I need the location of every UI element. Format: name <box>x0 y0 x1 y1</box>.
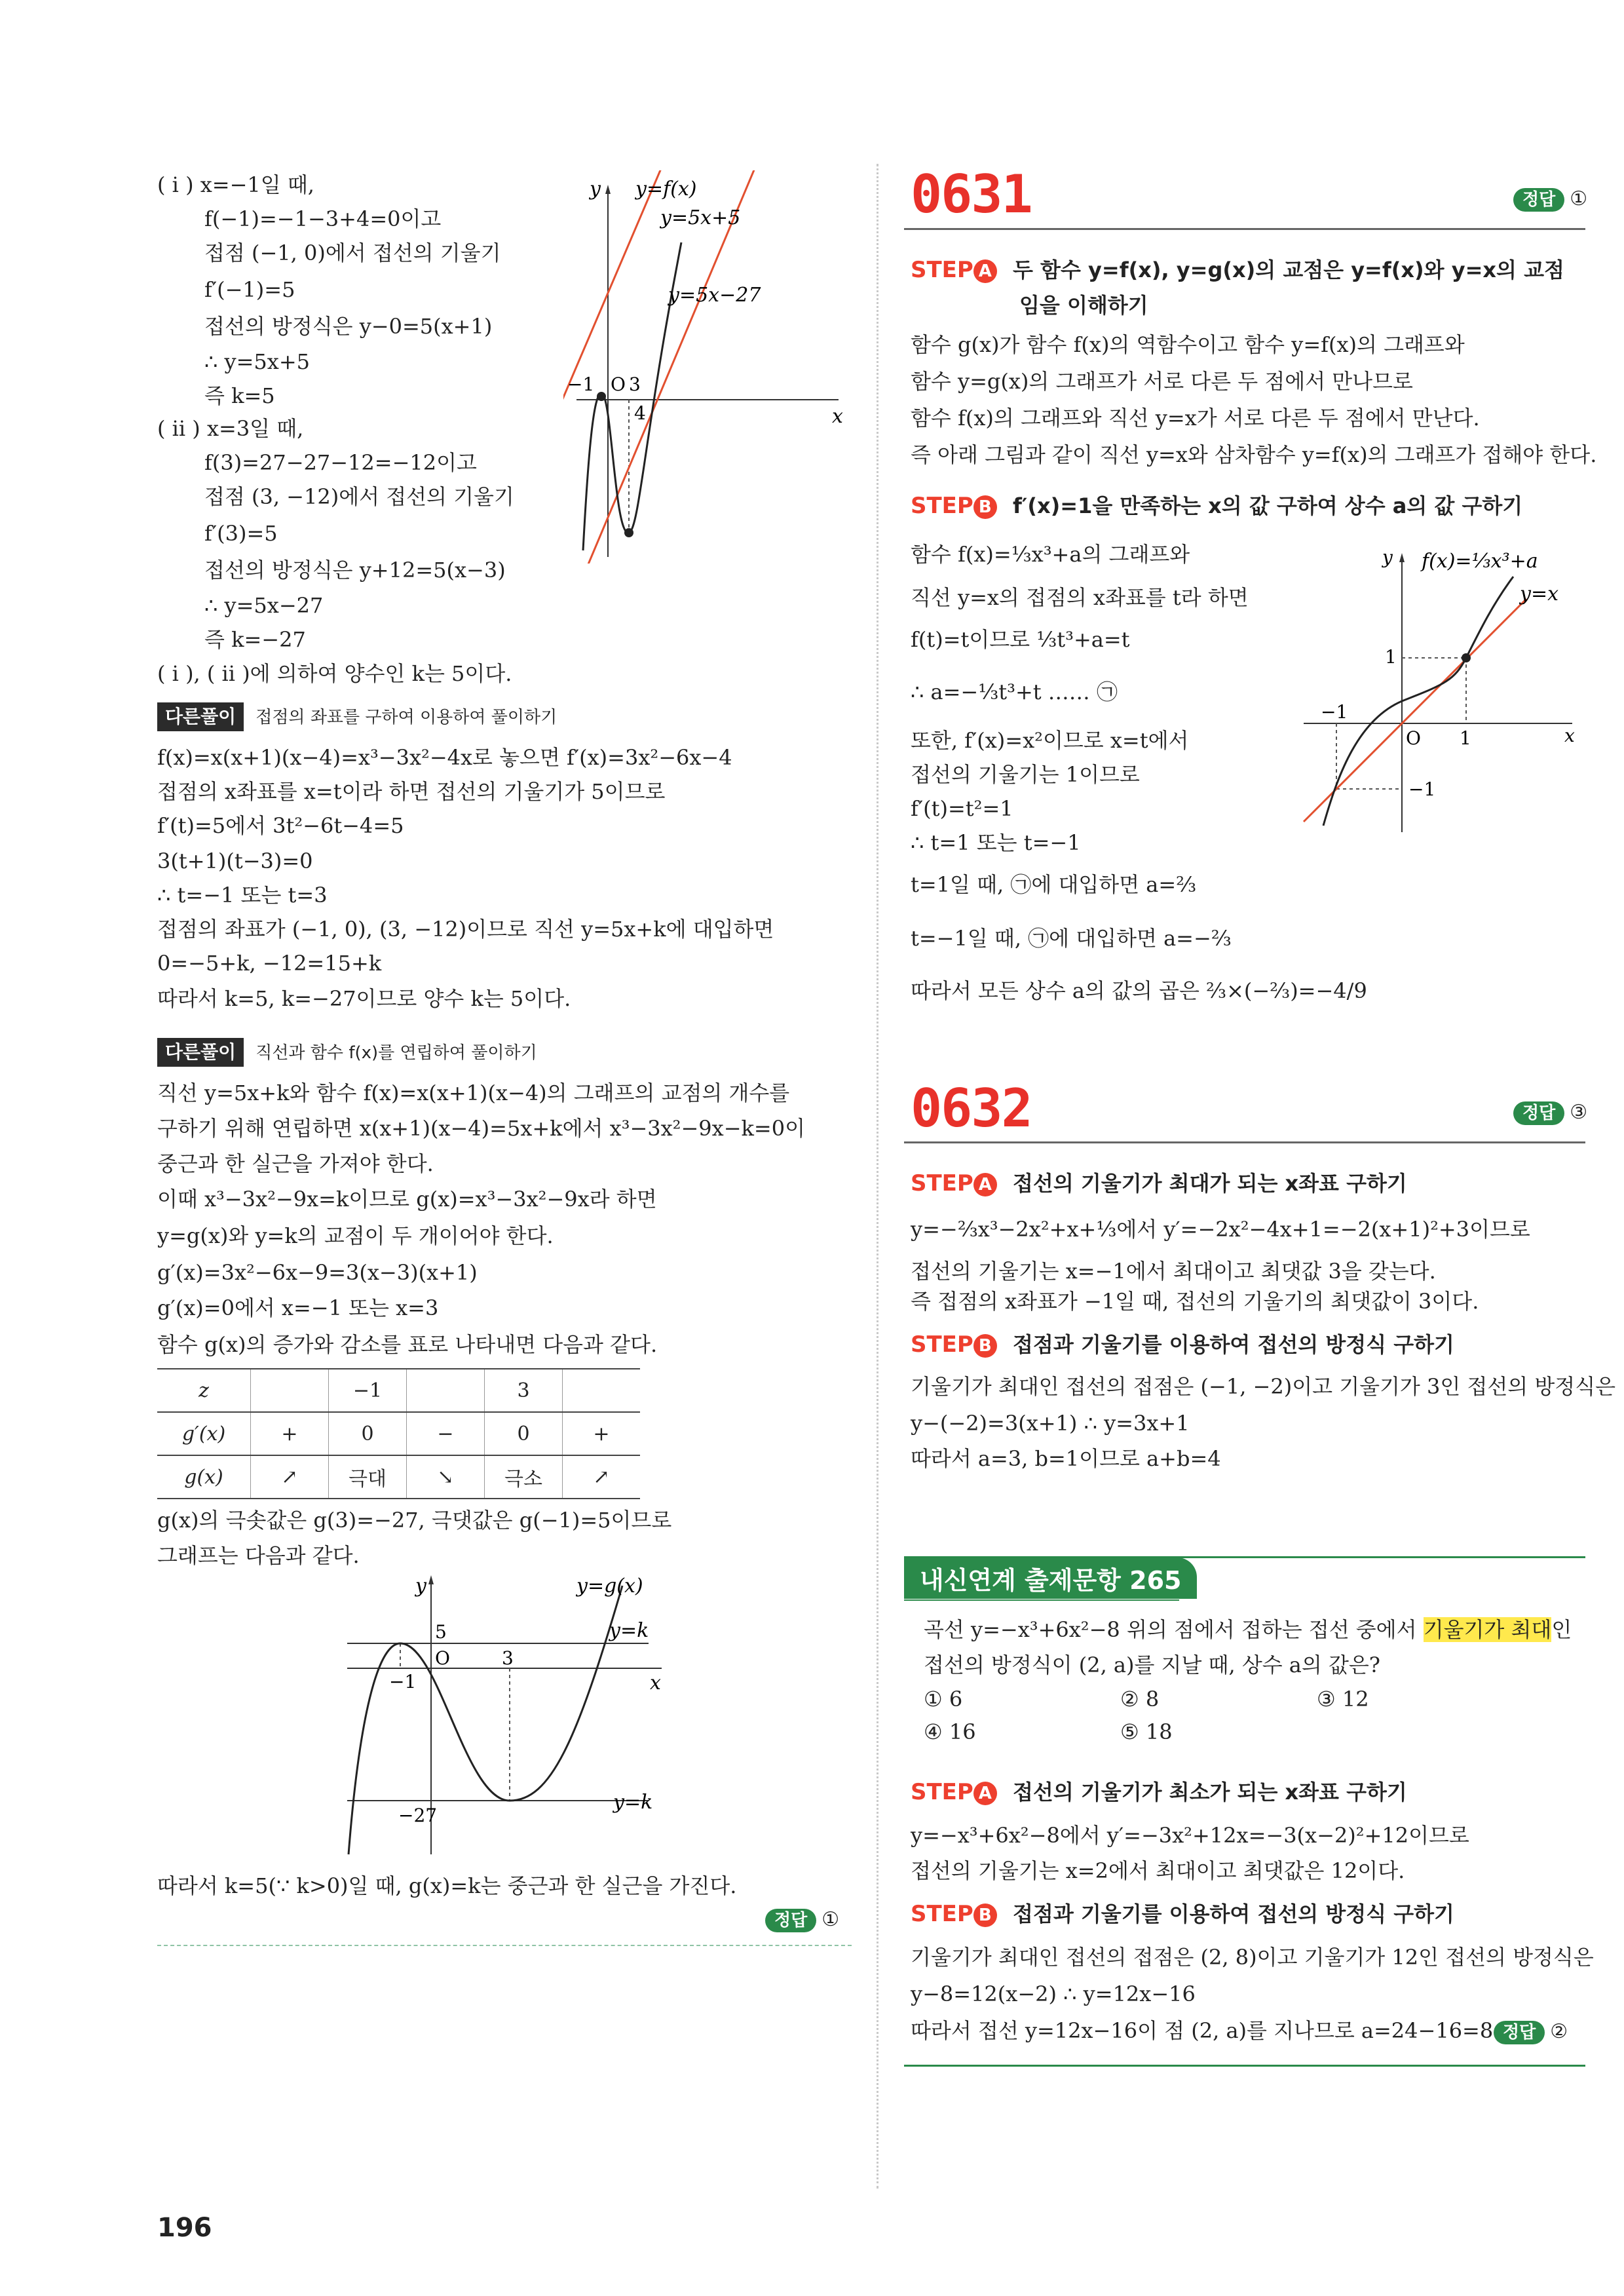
tick-neg27: −27 <box>398 1805 438 1826</box>
green-rule-bottom <box>904 2065 1585 2067</box>
p632-answer <box>1513 1098 1587 1126</box>
table-cell: + <box>563 1412 641 1455</box>
graph-f-tangent-lines <box>563 170 852 564</box>
alt2-line: 구하기 위해 연립하면 x(x+1)(x−4)=5x+k에서 x³−3x²−9x−k=0이 <box>157 1116 805 1141</box>
p632-line: 즉 접점의 x좌표가 −1일 때, 접선의 기울기의 최댓값이 3이다. <box>911 1289 1479 1314</box>
table-cell: g′(x) <box>157 1412 251 1455</box>
y-k-top-label: y=k <box>609 1619 649 1642</box>
case2-line: ( ii ) x=3일 때, <box>157 416 304 441</box>
naesin-question-line1 <box>924 1617 1572 1643</box>
alt2-line: y=g(x)와 y=k의 교점이 두 개이어야 한다. <box>157 1223 554 1248</box>
answer-pill: 정답 <box>1513 188 1564 212</box>
alt2-line: g′(x)=0에서 x=−1 또는 x=3 <box>157 1295 439 1320</box>
line1-label: y=5x+5 <box>660 206 741 229</box>
alt2-line: 중근과 한 실근을 가져야 한다. <box>157 1151 434 1176</box>
case1-line: 접점 (−1, 0)에서 접선의 기울기 <box>204 240 501 265</box>
question-text: 곡선 y=−x³+6x²−8 위의 점에서 접하는 접선 중에서 <box>924 1617 1424 1642</box>
naesin-number: 265 <box>1129 1566 1182 1595</box>
nae-stepA <box>911 1779 1407 1805</box>
step-label: STEP <box>911 1331 973 1358</box>
p631-line: t=1일 때, ㉠에 대입하면 a=⅔ <box>911 872 1197 897</box>
step-letter: A <box>973 1173 997 1196</box>
alt2-conclusion: 따라서 k=5(∵ k>0)일 때, g(x)=k는 중근과 한 실근을 가진다. <box>157 1873 737 1898</box>
p631-line: 함수 g(x)가 함수 f(x)의 역함수이고 함수 y=f(x)의 그래프와 <box>911 332 1465 357</box>
curve-g <box>349 1586 622 1854</box>
y-k-bottom-label: y=k <box>613 1791 653 1814</box>
answer-value: ① <box>1570 187 1588 210</box>
case2-line: ∴ y=5x−27 <box>204 593 324 618</box>
nae-line: 접선의 기울기는 x=2에서 최대이고 최댓값은 12이다. <box>911 1858 1405 1883</box>
table-cell: + <box>251 1412 329 1455</box>
case1-line: f′(−1)=5 <box>204 277 295 302</box>
x-axis-label: x <box>650 1672 661 1694</box>
p631-line: t=−1일 때, ㉠에 대입하면 a=−⅔ <box>911 926 1232 951</box>
page-number: 196 <box>157 2213 212 2243</box>
alt1-line: ∴ t=−1 또는 t=3 <box>157 883 328 908</box>
choice-3: ③ 12 <box>1317 1687 1369 1712</box>
p631-stepB <box>911 493 1522 519</box>
curve-f-label: y=f(x) <box>635 178 697 201</box>
stepB-title: f′(x)=1을 만족하는 x의 값 구하여 상수 a의 값 구하기 <box>1013 493 1523 518</box>
case1-line: f(−1)=−1−3+4=0이고 <box>204 206 442 231</box>
y-axis-label: y <box>1382 546 1393 568</box>
alt1-line: f(x)=x(x+1)(x−4)=x³−3x²−4x로 놓으면 f′(x)=3x²−6x−4 <box>157 745 732 770</box>
step-letter: B <box>973 1904 997 1927</box>
table-cell: 극소 <box>485 1455 563 1499</box>
p631-line: 직선 y=x의 접점의 x좌표를 t라 하면 <box>911 585 1249 610</box>
p632-stepA <box>911 1170 1407 1196</box>
alt1-desc: 접점의 좌표를 구하여 이용하여 풀이하기 <box>255 708 557 727</box>
p632-line: 접선의 기울기는 x=−1에서 최대이고 최댓값 3을 갖는다. <box>911 1259 1436 1284</box>
line-yx-label: y=x <box>1520 583 1559 605</box>
p632-line: 기울기가 최대인 접선의 접점은 (−1, −2)이고 기울기가 3인 접선의 방정식은 <box>911 1374 1616 1399</box>
case2-line: f(3)=27−27−12=−12이고 <box>204 450 477 475</box>
table-cell: 0 <box>329 1412 407 1455</box>
table-cell: −1 <box>329 1369 407 1412</box>
case2-line: 즉 k=−27 <box>204 627 306 652</box>
tick-neg1-x: −1 <box>1321 701 1348 723</box>
alt2-line: 이때 x³−3x²−9x=k이므로 g(x)=x³−3x²−9x라 하면 <box>157 1187 657 1212</box>
stepB-title: 접점과 기울기를 이용하여 접선의 방정식 구하기 <box>1013 1902 1454 1926</box>
tick-4: 4 <box>634 402 646 424</box>
alt1-line: 접점의 x좌표를 x=t이라 하면 접선의 기울기가 5이므로 <box>157 779 666 804</box>
table-cell <box>563 1369 641 1412</box>
step-label: STEP <box>911 493 973 519</box>
line2-label: y=5x−27 <box>668 284 761 307</box>
question-text: 인 <box>1551 1617 1572 1642</box>
naesin-title-text: 내신연계 출제문항 <box>920 1566 1121 1595</box>
nae-line: 따라서 접선 y=12x−16이 점 (2, a)를 지나므로 a=24−16=8 <box>911 2018 1494 2043</box>
alt2-desc: 직선과 함수 f(x)를 연립하여 풀이하기 <box>255 1043 537 1063</box>
alt2-tag: 다른풀이 <box>157 1038 244 1067</box>
alt2-line: 직선 y=5x+k와 함수 f(x)=x(x+1)(x−4)의 그래프의 교점의 개수를 <box>157 1081 790 1105</box>
table-row <box>157 1412 640 1455</box>
case1-line: 즉 k=5 <box>204 383 275 408</box>
tick-neg1: −1 <box>567 373 595 395</box>
step-label: STEP <box>911 1779 973 1805</box>
alt1-header <box>157 702 557 731</box>
alt2-after-table: g(x)의 극솟값은 g(3)=−27, 극댓값은 g(−1)=5이므로 <box>157 1508 672 1533</box>
question-highlight: 기울기가 최대 <box>1423 1617 1552 1642</box>
graph-g-cubic <box>334 1573 675 1861</box>
problem-rule <box>904 228 1585 230</box>
table-cell: ↘ <box>407 1455 485 1499</box>
p632-stepB <box>911 1331 1454 1358</box>
tangent-line-1 <box>563 170 671 459</box>
alt2-header <box>157 1038 537 1067</box>
case2-line: 접선의 방정식은 y+12=5(x−3) <box>204 558 506 583</box>
choice-4: ④ 16 <box>924 1719 976 1744</box>
alt1-line: 3(t+1)(t−3)=0 <box>157 849 313 873</box>
p631-line: 함수 f(x)의 그래프와 직선 y=x가 서로 다른 두 점에서 만난다. <box>911 406 1480 430</box>
x-axis-label: x <box>832 405 843 428</box>
answer-value: ③ <box>1570 1101 1588 1124</box>
p631-answer <box>1513 185 1587 212</box>
y-axis-label: y <box>590 178 601 201</box>
answer-pill: 정답 <box>765 1909 816 1932</box>
step-label: STEP <box>911 257 973 283</box>
table-cell: 극대 <box>329 1455 407 1499</box>
table-cell: ↗ <box>563 1455 641 1499</box>
y-axis-label: y <box>415 1575 426 1598</box>
alt1-line: f′(t)=5에서 3t²−6t−4=5 <box>157 813 404 838</box>
stepA-title: 접선의 기울기가 최대가 되는 x좌표 구하기 <box>1013 1171 1407 1196</box>
table-cell <box>251 1369 329 1412</box>
step-letter: B <box>973 495 997 519</box>
step-label: STEP <box>911 1170 973 1196</box>
column-divider <box>877 164 878 2189</box>
answer-value: ① <box>821 1908 840 1931</box>
table-cell: − <box>407 1412 485 1455</box>
problem-number-0632: 0632 <box>911 1078 1032 1139</box>
p631-stepA <box>911 257 1564 283</box>
table-cell: 3 <box>485 1369 563 1412</box>
table-row <box>157 1369 640 1412</box>
increase-decrease-table <box>157 1368 640 1499</box>
tick-neg1: −1 <box>389 1671 417 1693</box>
alt2-after-table: 그래프는 다음과 같다. <box>157 1543 360 1568</box>
alt1-line: 접점의 좌표가 (−1, 0), (3, −12)이므로 직선 y=5x+k에 대입하면 <box>157 917 774 942</box>
choice-5: ⑤ 18 <box>1120 1719 1173 1744</box>
table-cell: g(x) <box>157 1455 251 1499</box>
case1-line: 접선의 방정식은 y−0=5(x+1) <box>204 314 493 339</box>
p631-line: f′(t)=t²=1 <box>911 796 1013 821</box>
problem-rule <box>904 1141 1585 1143</box>
step-letter: A <box>973 259 997 283</box>
case1-line: ∴ y=5x+5 <box>204 349 310 374</box>
case2-line: 접점 (3, −12)에서 접선의 기울기 <box>204 484 514 509</box>
nae-line: y=−x³+6x²−8에서 y′=−3x²+12x=−3(x−2)²+12이므로 <box>911 1823 1469 1848</box>
alt2-line: 함수 g(x)의 증가와 감소를 표로 나타내면 다음과 같다. <box>157 1332 658 1357</box>
green-rule-sub <box>904 1599 1179 1601</box>
table-cell: 0 <box>485 1412 563 1455</box>
tick-origin: O <box>1406 727 1421 749</box>
tick-3: 3 <box>629 373 641 395</box>
case-conclusion: ( i ), ( ii )에 의하여 양수인 k는 5이다. <box>157 661 512 686</box>
p631-line: 또한, f′(x)=x²이므로 x=t에서 <box>911 728 1189 753</box>
alt2-answer <box>765 1905 839 1933</box>
p631-line: f(t)=t이므로 ⅓t³+a=t <box>911 627 1130 652</box>
tick-1-y: 1 <box>1385 646 1397 668</box>
p631-line: 접선의 기울기는 1이므로 <box>911 762 1140 787</box>
step-label: STEP <box>911 1901 973 1927</box>
step-letter: A <box>973 1782 997 1805</box>
answer-value: ② <box>1550 2020 1568 2043</box>
answer-pill: 정답 <box>1494 2021 1545 2044</box>
step-letter: B <box>973 1334 997 1358</box>
graph-f-tangent-yx <box>1297 537 1585 839</box>
choice-1: ① 6 <box>924 1687 963 1712</box>
table-cell: ↗ <box>251 1455 329 1499</box>
case2-line: f′(3)=5 <box>204 521 278 546</box>
nae-line: 기울기가 최대인 접선의 접점은 (2, 8)이고 기울기가 12인 접선의 방정식은 <box>911 1945 1594 1970</box>
choice-2: ② 8 <box>1120 1687 1160 1712</box>
curve-g-label: y=g(x) <box>576 1575 643 1598</box>
p631-line: ∴ a=−⅓t³+t …… ㉠ <box>911 679 1118 704</box>
naesin-title <box>904 1558 1197 1599</box>
p632-line: y−(−2)=3(x+1) ∴ y=3x+1 <box>911 1411 1190 1436</box>
nae-line: y−8=12(x−2) ∴ y=12x−16 <box>911 1981 1196 2006</box>
stepA-title: 두 함수 y=f(x), y=g(x)의 교점은 y=f(x)와 y=x의 교점 <box>1013 258 1564 282</box>
p632-line: y=−⅔x³−2x²+x+⅓에서 y′=−2x²−4x+1=−2(x+1)²+3이므로 <box>911 1217 1530 1242</box>
answer-pill: 정답 <box>1513 1101 1564 1125</box>
alt1-tag: 다른풀이 <box>157 702 244 731</box>
case1-line: ( i ) x=−1일 때, <box>157 172 314 197</box>
tick-origin: O <box>435 1647 450 1669</box>
nae-answer <box>1494 2018 1568 2045</box>
p631-line: 함수 y=g(x)의 그래프가 서로 다른 두 점에서 만나므로 <box>911 369 1413 394</box>
naesin-question-line2: 접선의 방정식이 (2, a)를 지날 때, 상수 a의 값은? <box>924 1653 1380 1677</box>
tick-5: 5 <box>435 1621 447 1643</box>
stepB-title: 접점과 기울기를 이용하여 접선의 방정식 구하기 <box>1013 1332 1454 1357</box>
table-cell <box>407 1369 485 1412</box>
tangent-line-2 <box>583 170 757 564</box>
table-row <box>157 1455 640 1499</box>
p631-line: 함수 f(x)=⅓x³+a의 그래프와 <box>911 542 1190 567</box>
p631-line: 즉 아래 그림과 같이 직선 y=x와 삼차함수 y=f(x)의 그래프가 접해야 한다. <box>911 442 1597 467</box>
alt2-line: g′(x)=3x²−6x−9=3(x−3)(x+1) <box>157 1260 478 1285</box>
alt1-line: 따라서 k=5, k=−27이므로 양수 k는 5이다. <box>157 986 571 1011</box>
p631-line: ∴ t=1 또는 t=−1 <box>911 830 1081 855</box>
alt1-line: 0=−5+k, −12=15+k <box>157 951 382 976</box>
tick-neg1-y: −1 <box>1408 778 1436 800</box>
curve-label: f(x)=⅓x³+a <box>1422 550 1538 573</box>
tick-origin: O <box>611 373 626 395</box>
problem-number-0631: 0631 <box>911 164 1032 225</box>
tick-3: 3 <box>502 1647 514 1669</box>
tick-1-x: 1 <box>1460 727 1471 749</box>
p631-line: 따라서 모든 상수 a의 값의 곱은 ⅔×(−⅔)=−4/9 <box>911 978 1367 1003</box>
p632-line: 따라서 a=3, b=1이므로 a+b=4 <box>911 1446 1221 1471</box>
nae-stepB <box>911 1901 1454 1927</box>
table-cell: z <box>157 1369 251 1412</box>
x-axis-label: x <box>1564 725 1575 746</box>
stepA-title: 접선의 기울기가 최소가 되는 x좌표 구하기 <box>1013 1780 1407 1805</box>
stepA-title-cont: 임을 이해하기 <box>1019 293 1148 318</box>
section-divider <box>157 1945 852 1946</box>
